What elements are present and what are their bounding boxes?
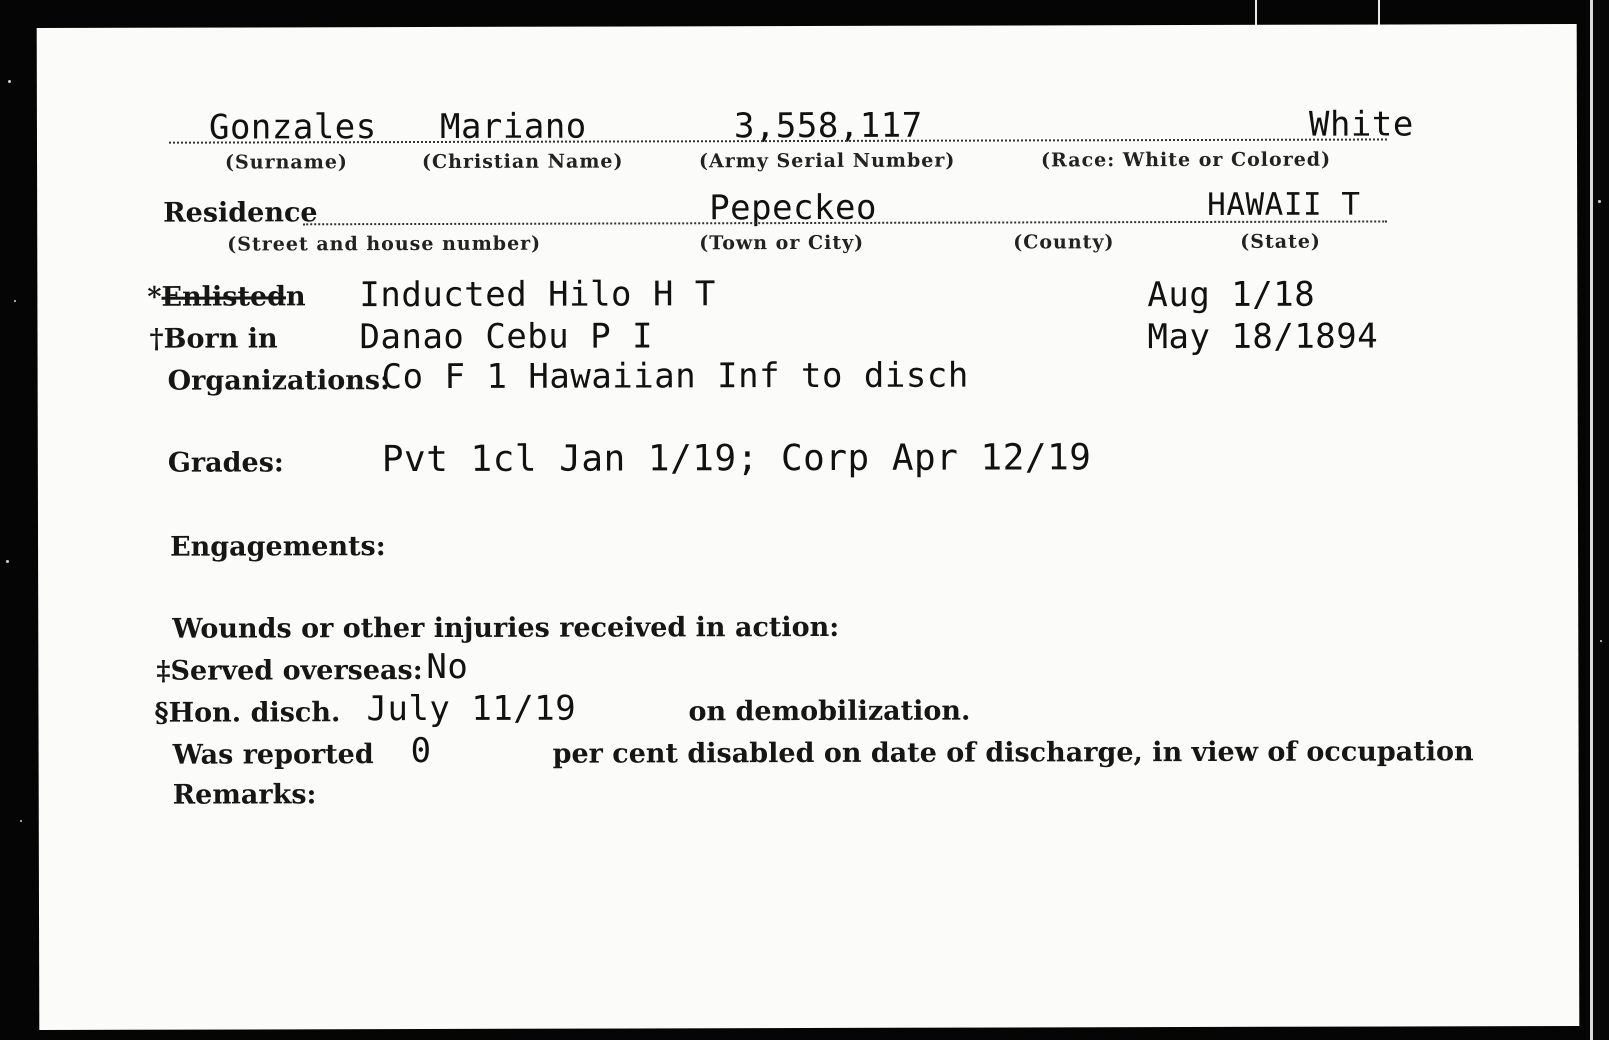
born-label: †Born in bbox=[149, 323, 278, 355]
scan-speck bbox=[14, 300, 16, 302]
enlisted-label-suffix: n bbox=[285, 281, 306, 313]
enlisted-label bbox=[147, 281, 305, 312]
overseas-value: No bbox=[426, 646, 469, 687]
residence-state-value: HAWAII T bbox=[1207, 186, 1361, 223]
town-caption: (Town or City) bbox=[699, 231, 865, 255]
scan-speck bbox=[20, 820, 22, 822]
engagements-label: Engagements: bbox=[170, 531, 386, 563]
serial-number-caption: (Army Serial Number) bbox=[699, 149, 956, 173]
surname-caption: (Surname) bbox=[225, 151, 348, 174]
discharge-suffix: on demobilization. bbox=[688, 695, 971, 728]
state-caption: (State) bbox=[1240, 230, 1321, 253]
residence-town-value: Pepeckeo bbox=[709, 187, 877, 229]
disability-value: 0 bbox=[410, 730, 432, 772]
wounds-label: Wounds or other injuries received in action: bbox=[172, 611, 840, 645]
born-value: Danao Cebu P I bbox=[359, 316, 654, 358]
scan-speck bbox=[6, 560, 9, 563]
christian-name-caption: (Christian Name) bbox=[422, 150, 624, 174]
born-date: May 18/1894 bbox=[1147, 316, 1379, 358]
christian-name-value: Mariano bbox=[439, 106, 587, 147]
street-caption: (Street and house number) bbox=[227, 232, 542, 256]
residence-label: Residence bbox=[163, 197, 318, 229]
organizations-value: Co F 1 Hawaiian Inf to disch bbox=[381, 355, 969, 398]
race-value: White bbox=[1308, 104, 1414, 145]
discharge-label: §Hon. disch. bbox=[154, 697, 341, 729]
disability-suffix: per cent disabled on date of discharge, in view of occupation bbox=[552, 736, 1474, 770]
organizations-label: Organizations: bbox=[167, 365, 391, 397]
surname-value: Gonzales bbox=[208, 107, 377, 148]
enlisted-value: Inducted Hilo H T bbox=[359, 274, 716, 316]
enlisted-label-struck: Enlisted bbox=[161, 281, 287, 313]
grades-value: Pvt 1cl Jan 1/19; Corp Apr 12/19 bbox=[381, 437, 1092, 481]
race-caption: (Race: White or Colored) bbox=[1041, 148, 1332, 172]
film-edge-mark bbox=[1590, 0, 1593, 1040]
county-caption: (County) bbox=[1013, 231, 1115, 254]
enlisted-date: Aug 1/18 bbox=[1147, 274, 1316, 316]
remarks-label: Remarks: bbox=[172, 779, 317, 811]
serial-number-value: 3,558,117 bbox=[733, 105, 923, 147]
scan-speck bbox=[1598, 200, 1601, 203]
grades-label: Grades: bbox=[167, 447, 284, 479]
scan-speck bbox=[1600, 640, 1602, 642]
overseas-label: ‡Served overseas: bbox=[156, 655, 423, 687]
scan-speck bbox=[8, 80, 11, 83]
discharge-value: July 11/19 bbox=[366, 688, 577, 730]
enlisted-label-prefix: * bbox=[147, 281, 162, 313]
service-record-card bbox=[37, 24, 1580, 1030]
disability-label: Was reported bbox=[172, 739, 374, 771]
